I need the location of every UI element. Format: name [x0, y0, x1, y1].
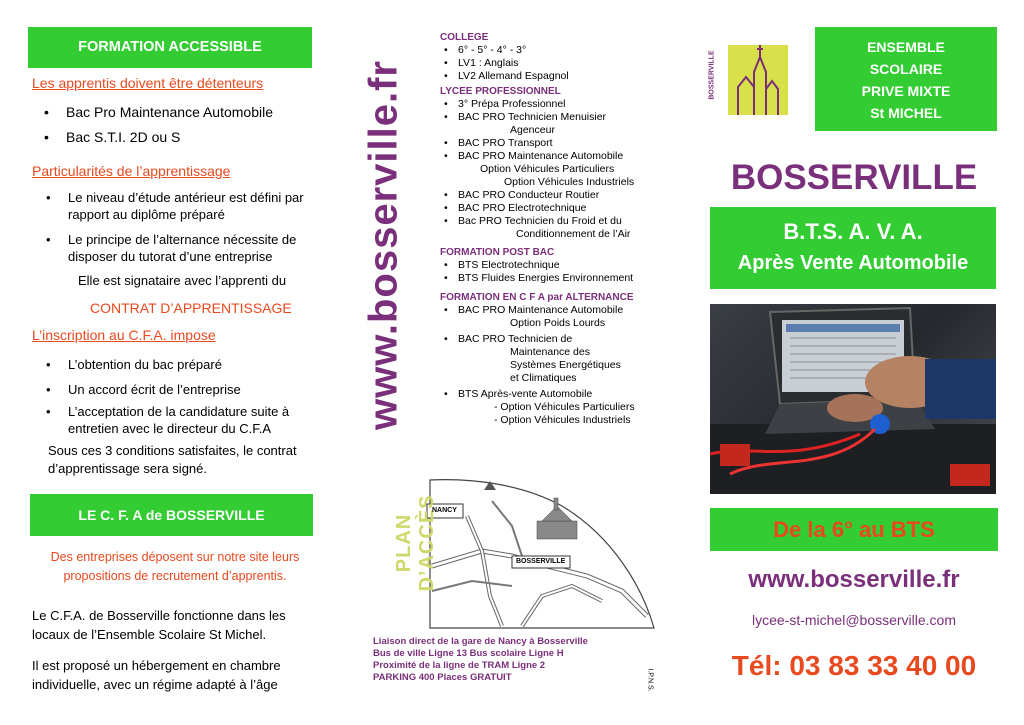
- cfa-sub: - Option Véhicules Industriels: [494, 414, 631, 426]
- cfa-formation-title: FORMATION EN C F A par ALTERNANCE: [440, 292, 634, 303]
- transport-line: PARKING 400 Places GRATUIT: [373, 672, 512, 683]
- conditions-note: Sous ces 3 conditions satisfaites, le contrat d’apprentissage sera signé.: [48, 443, 297, 476]
- particularites-list: [32, 189, 322, 269]
- lycee-sub: Agenceur: [510, 124, 555, 136]
- ensemble-line: St MICHEL: [870, 105, 942, 121]
- cfa-sub: Option Poids Lourds: [510, 317, 606, 329]
- access-map[interactable]: [372, 476, 662, 632]
- ensemble-line: SCOLAIRE: [869, 61, 943, 77]
- logo-icon: [710, 27, 805, 122]
- lycee-item: • 3° Prépa Professionnel: [440, 98, 685, 111]
- lycee-item: [440, 215, 685, 241]
- lycee-item: [440, 150, 685, 189]
- lycee-item-label: BAC PRO Technicien Menuisier: [458, 111, 607, 123]
- de-la-box: [710, 508, 998, 551]
- ensemble-line: ENSEMBLE: [867, 39, 945, 55]
- postbac-item: • BTS Fluides Energies Environnement: [440, 272, 685, 285]
- lycee-item: [440, 111, 685, 137]
- lycee-title: LYCEE PROFESSIONNEL: [440, 86, 561, 97]
- college-item: • LV1 : Anglais: [440, 57, 685, 70]
- diploma-item: • Bac S.T.I. 2D ou S: [30, 129, 320, 146]
- map-title: [393, 483, 438, 603]
- programmes: [440, 29, 685, 427]
- lycee-item: • BAC PRO Conducteur Routier: [440, 189, 685, 202]
- cfa-item: [440, 388, 685, 427]
- ensemble-line: PRIVE MIXTE: [861, 83, 951, 99]
- condition-item: • Un accord écrit de l’entreprise: [32, 381, 322, 398]
- cfa-item-label: BTS Après-vente Automobile: [458, 388, 593, 400]
- cfa-list: [440, 304, 685, 427]
- particularites-heading: Particularités de l’apprentissage: [32, 163, 231, 179]
- brand-title: BOSSERVILLE: [730, 158, 978, 197]
- de-la-text: De la 6° au BTS: [773, 517, 935, 542]
- postbac-title: FORMATION POST BAC: [440, 247, 555, 258]
- diploma-list: [30, 104, 320, 150]
- cfa-item-label: BAC PRO Maintenance Automobile: [458, 304, 624, 316]
- transport-line: Bus de ville Ligne 13 Bus scolaire Ligne H: [373, 648, 564, 659]
- college-list: [440, 44, 685, 83]
- map-title-text: PLAN D’ACCÈS: [393, 494, 438, 592]
- condition-item: • L’acceptation de la candidature suite à entretien avec le directeur du C.F.A: [32, 403, 322, 437]
- hebergement-text: Il est proposé un hébergement en chambre individuelle, avec un régime adapté à l’âge: [32, 658, 281, 692]
- vertical-url-text: www.bosserville.fr: [361, 60, 406, 430]
- lycee-sub: Option Véhicules Particuliers: [480, 163, 615, 175]
- postbac-list: [440, 259, 685, 285]
- formation-title-box: [28, 27, 312, 68]
- lycee-sub: Conditionnement de l’Air: [516, 228, 631, 240]
- ensemble-box: [815, 27, 997, 131]
- lycee-sub: Option Véhicules Industriels: [504, 176, 635, 188]
- phone-number[interactable]: Tél: 03 83 33 40 00: [731, 650, 977, 681]
- bts-title: B.T.S. A. V. A.: [783, 219, 923, 244]
- signataire-text: Elle est signataire avec l’apprenti du: [78, 273, 287, 288]
- conditions-list: [32, 356, 322, 441]
- lycee-item: • BAC PRO Electrotechnique: [440, 202, 685, 215]
- cfa-sub: - Option Véhicules Particuliers: [494, 401, 635, 413]
- school-logo: [710, 27, 805, 122]
- cfa-sub: Maintenance des: [510, 346, 590, 358]
- formation-title: FORMATION ACCESSIBLE: [78, 39, 262, 55]
- cfa-title: LE C. F. A de BOSSERVILLE: [78, 507, 265, 523]
- postbac-item: • BTS Electrotechnique: [440, 259, 685, 272]
- transport-line: Proximité de la ligne de TRAM Ligne 2: [373, 660, 546, 671]
- lycee-list: [440, 98, 685, 241]
- lycee-item: • BAC PRO Transport: [440, 137, 685, 150]
- college-title: COLLEGE: [440, 32, 489, 43]
- transport-info: [373, 636, 588, 684]
- diploma-item: • Bac Pro Maintenance Automobile: [30, 104, 320, 121]
- college-item: • LV2 Allemand Espagnol: [440, 70, 685, 83]
- lycee-item-label: BAC PRO Maintenance Automobile: [458, 150, 624, 162]
- transport-line: Liaison direct de la gare de Nancy à Bosserville: [373, 636, 588, 647]
- mechanic-photo: [710, 304, 996, 494]
- cfa-locaux-text: Le C.F.A. de Bosserville fonctionne dans les locaux de l’Ensemble Scolaire St Michel.: [32, 608, 286, 642]
- website-link[interactable]: www.bosserville.fr: [748, 566, 960, 593]
- email-link[interactable]: lycee-st-michel@bosserville.com: [751, 612, 957, 628]
- inscription-heading: L’inscription au C.F.A. impose: [32, 327, 216, 343]
- bts-box: [710, 207, 996, 289]
- cfa-sub: Systèmes Energétiques: [510, 359, 621, 371]
- cfa-item: [440, 304, 685, 330]
- photo-svg: [710, 304, 996, 494]
- logo-text: BOSSERVILLE: [708, 50, 716, 100]
- bts-subtitle: Après Vente Automobile: [737, 252, 969, 274]
- cfa-title-box: [30, 494, 313, 536]
- lycee-item-label: Bac PRO Technicien du Froid et du: [458, 215, 622, 227]
- entreprises-text: Des entreprises déposent sur notre site leurs propositions de recrutement d’apprentis.: [50, 550, 300, 583]
- college-item: • 6° - 5° - 4° - 3°: [440, 44, 685, 57]
- cfa-item-label: BAC PRO Technicien de: [458, 333, 573, 345]
- cfa-item: [440, 333, 685, 385]
- ipns-text: I.P.N.S.: [646, 668, 654, 692]
- map-nancy-label: NANCY: [432, 507, 457, 514]
- cfa-sub: et Climatiques: [510, 372, 577, 384]
- apprentis-heading: Les apprentis doivent être détenteurs: [32, 75, 264, 91]
- map-bosserville-label: BOSSERVILLE: [516, 558, 566, 565]
- condition-item: • L’obtention du bac préparé: [32, 356, 322, 373]
- contrat-text: CONTRAT D’APPRENTISSAGE: [90, 300, 292, 316]
- particularite-item: • Le principe de l’alternance nécessite de disposer du tutorat d’une entreprise: [32, 231, 322, 265]
- particularite-item: • Le niveau d’étude antérieur est défini par rapport au diplôme préparé: [32, 189, 322, 223]
